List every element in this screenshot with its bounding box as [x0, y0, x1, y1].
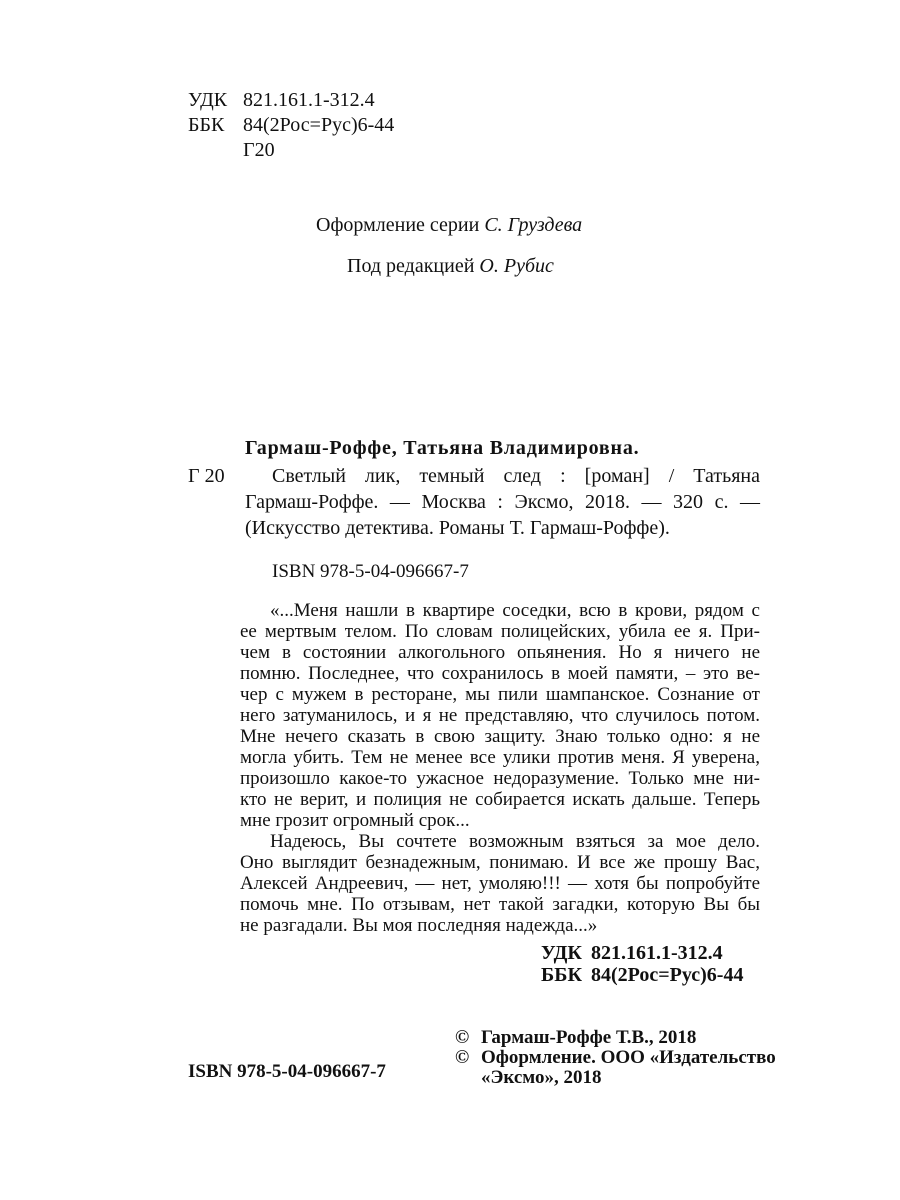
bbk-top-value: 84(2Рос=Рус)6-44 — [243, 114, 395, 136]
series-design-credit — [316, 214, 582, 237]
annotation-line: могла убить. Тем не менее все улики против меня. Я уверена, — [240, 747, 760, 768]
series-design-name: С. Груздева — [484, 214, 583, 236]
copyright-symbol: © — [455, 1027, 470, 1048]
footer-isbn: ISBN 978-5-04-096667-7 — [188, 1061, 386, 1082]
udk-bottom-value: 821.161.1-312.4 — [591, 942, 723, 964]
udk-bottom-label: УДК — [541, 942, 582, 964]
annotation-line: Алексей Андреевич, — нет, умоляю!!! — хотя бы попробуйте — [240, 873, 760, 894]
annotation-line: кто не верит, и полиция не собирается искать дальше. Теперь — [240, 789, 760, 810]
editor-credit — [347, 255, 554, 278]
annotation-line: Надеюсь, Вы сочтете возможным взяться за мое дело. — [270, 831, 760, 852]
bbk-bottom-label: ББК — [541, 964, 582, 986]
annotation-line: помню. Последнее, что сохранилось в моей памяти, – это ве- — [240, 663, 760, 684]
annotation-line: мне грозит огромный срок... — [240, 810, 470, 831]
annotation-line: чер с мужем в ресторане, мы пили шампанское. Сознание от — [240, 684, 760, 705]
catalog-isbn: ISBN 978-5-04-096667-7 — [272, 561, 469, 582]
annotation-line: Оно выглядит безнадежным, понимаю. И все же прошу Вас, — [240, 852, 760, 873]
copyright-design-line2: «Эксмо», 2018 — [481, 1067, 602, 1088]
copyright-symbol: © — [455, 1047, 470, 1068]
copyright-author: Гармаш-Роффе Т.В., 2018 — [481, 1027, 697, 1048]
annotation-line: него затуманилось, и я не представляю, что случилось потом. — [240, 705, 760, 726]
annotation-line: не разгадали. Вы моя последняя надежда...» — [240, 915, 598, 936]
annotation-line: помочь мне. По отзывам, нет такой загадки, которую Вы бы — [240, 894, 760, 915]
description-line-1: Светлый лик, темный след : [роман] / Татьяна — [272, 465, 760, 487]
bbk-bottom-value: 84(2Рос=Рус)6-44 — [591, 964, 744, 986]
editor-prefix: Под редакцией — [347, 255, 475, 277]
author-mark: Г 20 — [188, 465, 225, 487]
annotation-line: произошло какое-то ужасное недоразумение. Только мне ни- — [240, 768, 760, 789]
copyright-design-line1: Оформление. ООО «Издательство — [481, 1047, 776, 1068]
udk-top-value: 821.161.1-312.4 — [243, 89, 375, 111]
annotation-line: чем в состоянии алкогольного опьянения. Но я ничего не — [240, 642, 760, 663]
description-line-3: (Искусство детектива. Романы Т. Гармаш-Роффе). — [245, 517, 670, 539]
description-line-2: Гармаш-Роффе. — Москва : Эксмо, 2018. — 320 с. — — [245, 491, 760, 513]
bbk-top-label: ББК — [188, 114, 225, 136]
author-mark-top: Г20 — [243, 139, 275, 161]
udk-top-label: УДК — [188, 89, 228, 111]
annotation-line: Мне нечего сказать в свою защиту. Знаю только одно: я не — [240, 726, 760, 747]
series-design-prefix: Оформление серии — [316, 214, 480, 236]
annotation-line: «...Меня нашли в квартире соседки, всю в крови, рядом с — [270, 600, 760, 621]
author-heading: Гармаш-Роффе, Татьяна Владимировна. — [245, 437, 640, 459]
editor-name: О. Рубис — [479, 255, 554, 277]
annotation-line: ее мертвым телом. По словам полицейских, убила ее я. При- — [240, 621, 760, 642]
